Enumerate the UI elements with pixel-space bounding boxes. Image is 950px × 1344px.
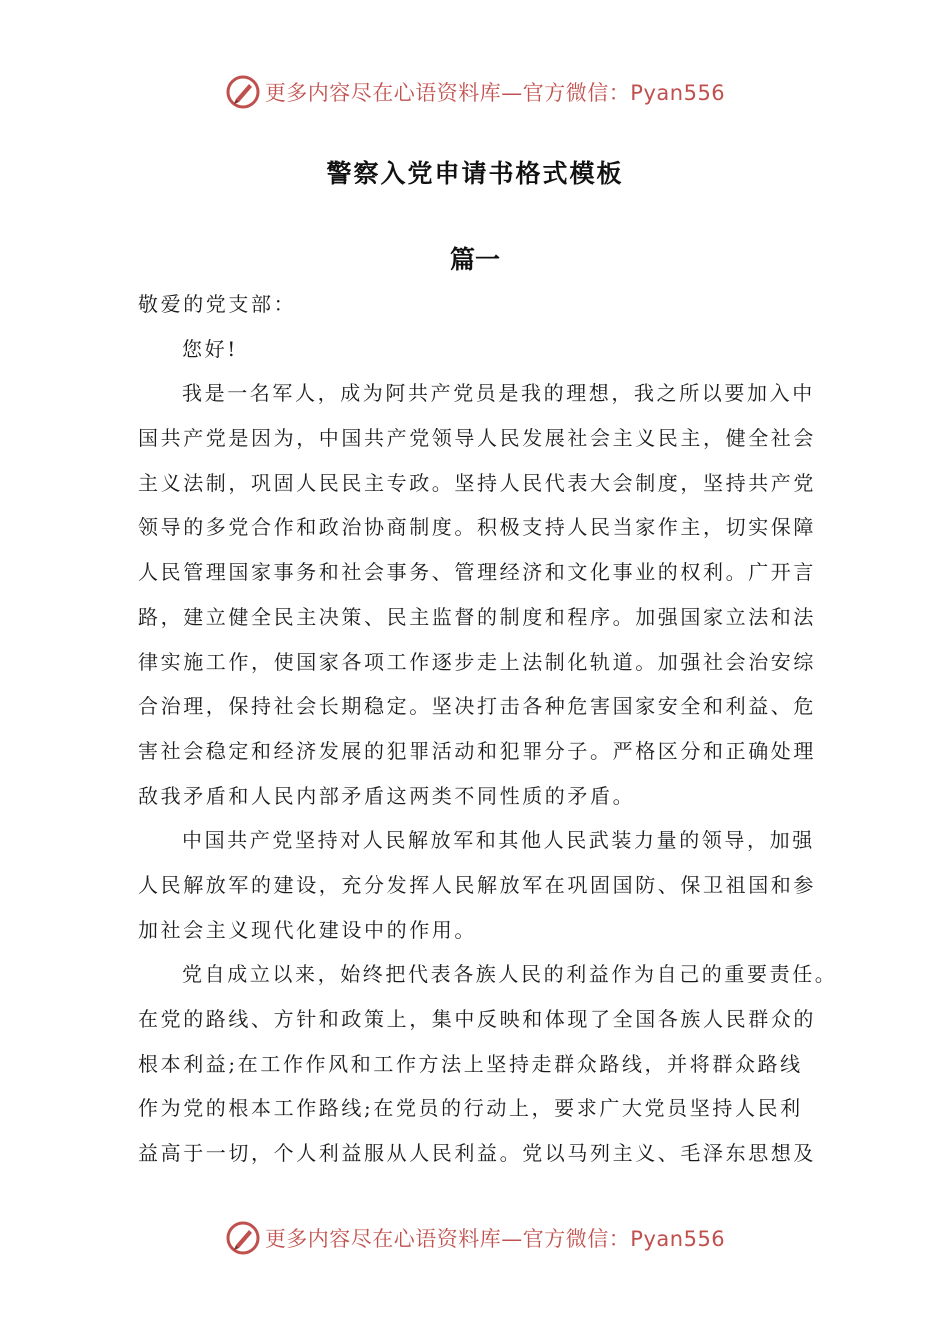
document-title: 警察入党申请书格式模板	[326, 159, 624, 188]
body-line: 党自成立以来，始终把代表各族人民的利益作为自己的重要责任。	[182, 962, 838, 987]
body-line: 中国共产党坚持对人民解放军和其他人民武装力量的领导，加强	[182, 828, 815, 853]
footer-watermark	[0, 1216, 950, 1260]
body-line: 人民解放军的建设，充分发挥人民解放军在巩固国防、保卫祖国和参	[138, 872, 816, 897]
document-body	[138, 282, 838, 1176]
body-line: 我是一名军人，成为阿共产党员是我的理想，我之所以要加入中	[182, 381, 815, 406]
body-line: 主义法制，巩固人民民主专政。坚持人民代表大会制度，坚持共产党	[138, 470, 816, 495]
body-line: 人民管理国家事务和社会事务、管理经济和文化事业的权利。广开言	[138, 560, 816, 585]
body-line: 作为党的根本工作路线;在党员的行动上，要求广大党员坚持人民利	[138, 1096, 803, 1121]
greeting: 您好!	[182, 336, 238, 361]
body-line: 加社会主义现代化建设中的作用。	[138, 917, 477, 942]
body-line: 路，建立健全民主决策、民主监督的制度和程序。加强国家立法和法	[138, 604, 816, 629]
watermark-text: 更多内容尽在心语资料库—官方微信：Pyan556	[264, 1227, 726, 1251]
body-line: 律实施工作，使国家各项工作逐步走上法制化轨道。加强社会治安综	[138, 649, 816, 674]
header-watermark	[0, 70, 950, 114]
body-line: 敌我矛盾和人民内部矛盾这两类不同性质的矛盾。	[138, 783, 636, 808]
section-heading: 篇一	[449, 245, 500, 274]
body-line: 益高于一切，个人利益服从人民利益。党以马列主义、毛泽东思想及	[138, 1141, 816, 1166]
body-line: 领导的多党合作和政治协商制度。积极支持人民当家作主，切实保障	[138, 515, 816, 540]
body-line: 在党的路线、方针和政策上，集中反映和体现了全国各族人民群众的	[138, 1007, 816, 1031]
body-line: 害社会稳定和经济发展的犯罪活动和犯罪分子。严格区分和正确处理	[138, 738, 816, 763]
body-line: 根本利益;在工作作风和工作方法上坚持走群众路线，并将群众路线	[138, 1051, 803, 1076]
salutation: 敬爱的党支部：	[138, 292, 297, 316]
body-line: 合治理，保持社会长期稳定。坚决打击各种危害国家安全和利益、危	[138, 694, 816, 719]
watermark-text: 更多内容尽在心语资料库—官方微信：Pyan556	[264, 81, 726, 105]
body-line: 国共产党是因为，中国共产党领导人民发展社会主义民主，健全社会	[138, 426, 816, 451]
pen-logo-icon	[225, 1220, 261, 1256]
pen-logo-icon	[225, 74, 261, 110]
